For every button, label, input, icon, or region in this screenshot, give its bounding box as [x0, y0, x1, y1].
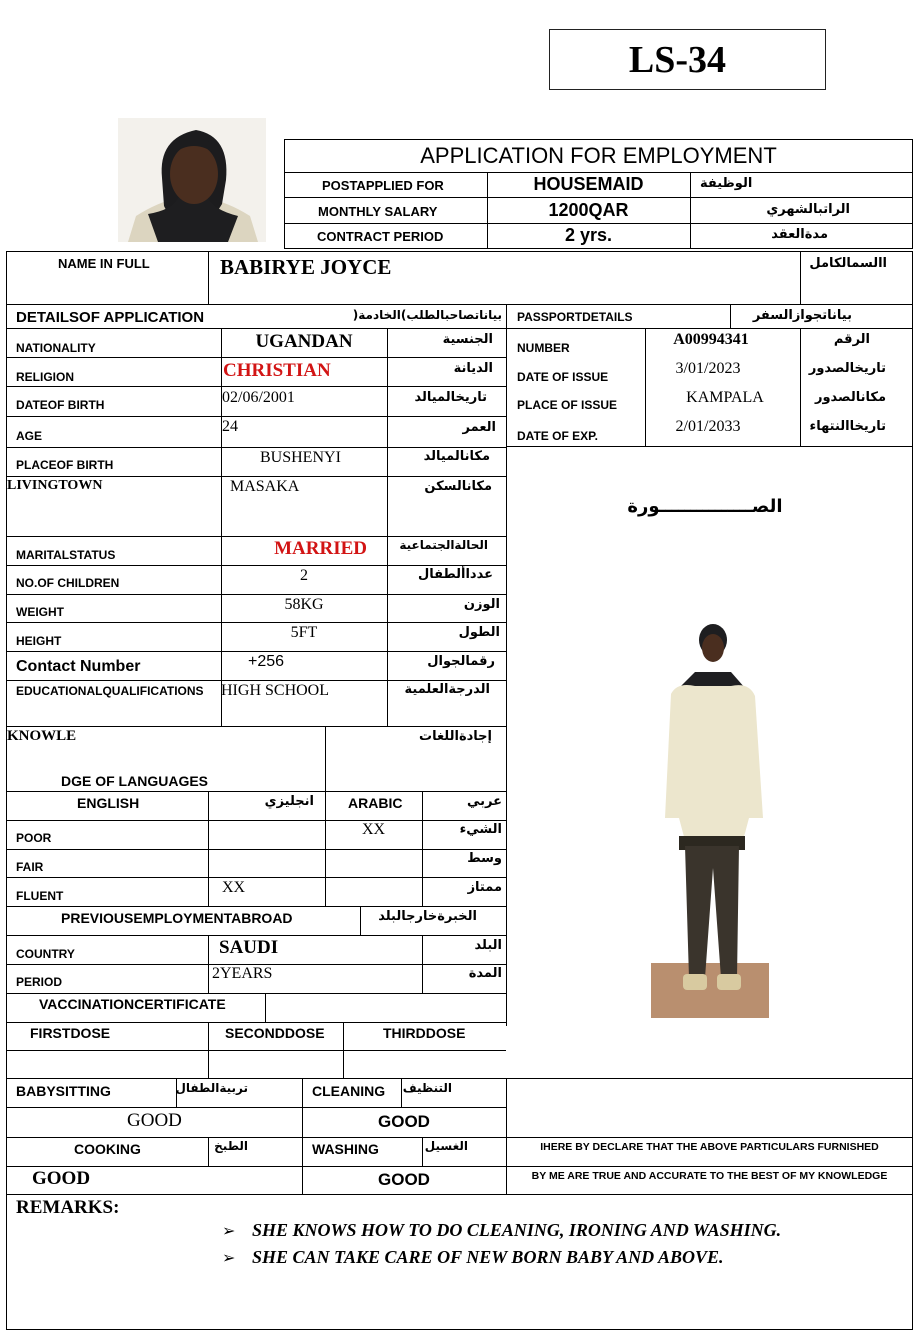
second-dose-label: SECONDDOSE: [225, 1025, 325, 1041]
fluent-english-mark: XX: [222, 879, 246, 896]
cleaning-arabic: التنظيف: [402, 1081, 452, 1095]
passport-number-label: NUMBER: [517, 341, 570, 355]
period-arabic: المدة: [468, 966, 502, 981]
nationality-arabic: الجنسية: [442, 332, 493, 347]
period-label: PERIOD: [16, 975, 63, 989]
expiry-value: 2/01/2033: [675, 418, 741, 435]
washing-arabic: الغسيل: [424, 1139, 468, 1153]
living-town-arabic: مكانالسكن: [424, 479, 492, 494]
country-value: SAUDI: [219, 937, 279, 958]
language-level-fluent: FLUENT: [16, 889, 64, 903]
arabic-header-arabic: عربي: [466, 794, 502, 809]
poor-arabic-mark: XX: [362, 821, 386, 838]
marital-status-value: MARRIED: [274, 538, 367, 559]
issue-place-label: PLACE OF ISSUE: [517, 398, 618, 412]
details-header-arabic: بياناتصاحبالطلب)الخادمة(: [352, 308, 502, 322]
poor-arabic-label: الشيء: [459, 822, 502, 837]
country-arabic: البلد: [474, 938, 502, 953]
living-town-label: LIVINGTOWN: [7, 478, 103, 493]
cooking-value: GOOD: [32, 1168, 91, 1189]
cleaning-label: CLEANING: [312, 1083, 386, 1099]
height-arabic: الطول: [458, 625, 500, 640]
monthly-salary-arabic: الراتبالشهري: [766, 202, 850, 217]
country-label: COUNTRY: [16, 947, 75, 961]
photo-caption: الصـــــــــــــــورة: [627, 496, 783, 517]
post-applied-arabic: الوظيفة: [700, 176, 753, 191]
name-value: BABIRYE JOYCE: [220, 255, 392, 279]
weight-label: WEIGHT: [16, 605, 64, 619]
pob-value: BUSHENYI: [260, 449, 341, 466]
religion-label: RELIGION: [16, 370, 75, 384]
vaccination-title: VACCINATIONCERTIFICATE: [39, 996, 226, 1012]
dob-arabic: تاريخالميالد: [414, 390, 487, 405]
applicant-full-photo: [651, 618, 769, 1018]
education-arabic: الدرجةالعلمية: [404, 682, 490, 697]
post-applied-value: HOUSEMAID: [533, 174, 644, 194]
reference-code: LS-34: [628, 39, 726, 81]
height-value: 5FT: [290, 624, 318, 641]
children-label: NO.OF CHILDREN: [16, 576, 120, 590]
language-level-poor: POOR: [16, 831, 52, 845]
marital-status-label: MARITALSTATUS: [16, 548, 116, 562]
education-label: EDUCATIONALQUALIFICATIONS: [16, 684, 204, 698]
cooking-arabic: الطبخ: [214, 1139, 248, 1153]
issue-date-arabic: تاريخالصدور: [808, 361, 886, 376]
dob-label: DATEOF BIRTH: [16, 398, 105, 412]
english-header: ENGLISH: [77, 795, 140, 811]
third-dose-label: THIRDDOSE: [383, 1025, 466, 1041]
languages-title-part1: KNOWLE: [7, 728, 77, 744]
english-header-arabic: انجليزي: [264, 794, 314, 809]
issue-place-arabic: مكانالصدور: [814, 390, 886, 405]
language-level-fair: FAIR: [16, 860, 44, 874]
expiry-label: DATE OF EXP.: [517, 429, 598, 443]
post-applied-label: POSTAPPLIED FOR: [322, 178, 444, 193]
name-arabic: االسمالكامل: [809, 256, 887, 271]
passport-header-arabic: بياناتجوازالسفر: [752, 308, 852, 323]
arabic-header: ARABIC: [348, 795, 403, 811]
nationality-value: UGANDAN: [255, 331, 353, 352]
contract-period-value: 2 yrs.: [564, 225, 613, 245]
passport-number-arabic: الرقم: [833, 332, 870, 347]
declaration-line2: BY ME ARE TRUE AND ACCURATE TO THE BEST OF MY KNOWLEDGE: [531, 1170, 888, 1182]
period-value: 2YEARS: [212, 965, 273, 982]
fluent-arabic-label: ممتاز: [467, 880, 502, 895]
remark-item-2: SHE CAN TAKE CARE OF NEW BORN BABY AND ABOVE.: [252, 1247, 724, 1267]
pob-label: PLACEOF BIRTH: [16, 458, 114, 472]
passport-number-value: A00994341: [673, 331, 749, 348]
remark-bullet-2: ➢: [222, 1250, 236, 1267]
nationality-label: NATIONALITY: [16, 341, 96, 355]
passport-header-label: PASSPORTDETAILS: [517, 310, 633, 324]
details-header-label: DETAILSOF APPLICATION: [16, 309, 205, 326]
height-label: HEIGHT: [16, 634, 62, 648]
issue-place-value: KAMPALA: [686, 389, 764, 406]
washing-value: GOOD: [378, 1170, 430, 1189]
living-town-value: MASAKA: [230, 478, 300, 495]
children-value: 2: [300, 567, 308, 584]
age-label: AGE: [16, 429, 43, 443]
weight-value: 58KG: [284, 596, 324, 613]
children-arabic: عدداألطفال: [417, 567, 493, 582]
languages-title-part2: DGE OF LANGUAGES: [61, 773, 209, 789]
age-arabic: العمر: [462, 420, 496, 435]
first-dose-label: FIRSTDOSE: [30, 1025, 111, 1041]
babysitting-label: BABYSITTING: [16, 1083, 111, 1099]
marital-status-arabic: الحالةالجتماعية: [399, 538, 488, 552]
fair-arabic-label: وسط: [467, 851, 502, 866]
remarks-title: REMARKS:: [16, 1197, 120, 1218]
remark-bullet-1: ➢: [222, 1223, 236, 1240]
contact-arabic: رقمالجوال: [427, 654, 495, 669]
cooking-label: COOKING: [74, 1141, 141, 1157]
contract-period-arabic: مدةالعقد: [771, 227, 828, 242]
form-title: APPLICATION FOR EMPLOYMENT: [420, 143, 777, 168]
pob-arabic: مكانالميالد: [423, 449, 490, 464]
applicant-portrait-small: [118, 118, 266, 242]
previous-employment-arabic: الخبرةخارجالبلد: [378, 909, 477, 924]
contact-value: +256: [248, 653, 285, 670]
languages-arabic: إجادةاللغات: [419, 729, 492, 744]
babysitting-arabic: تربيةالطفال: [175, 1081, 248, 1095]
name-label: NAME IN FULL: [58, 256, 150, 271]
weight-arabic: الوزن: [463, 597, 500, 612]
age-value: 24: [222, 418, 238, 435]
issue-date-value: 3/01/2023: [675, 360, 741, 377]
cleaning-value: GOOD: [378, 1112, 430, 1131]
monthly-salary-label: MONTHLY SALARY: [318, 204, 438, 219]
declaration-line1: IHERE BY DECLARE THAT THE ABOVE PARTICULARS FURNISHED: [540, 1141, 879, 1153]
dob-value: 02/06/2001: [222, 389, 295, 406]
contract-period-label: CONTRACT PERIOD: [317, 229, 444, 244]
contact-label: Contact Number: [16, 658, 141, 675]
issue-date-label: DATE OF ISSUE: [517, 370, 609, 384]
babysitting-value: GOOD: [127, 1110, 182, 1131]
education-value: HIGH SCHOOL: [221, 682, 329, 699]
religion-value: CHRISTIAN: [223, 360, 331, 381]
washing-label: WASHING: [312, 1141, 379, 1157]
religion-arabic: الديانة: [453, 361, 493, 376]
previous-employment-title: PREVIOUSEMPLOYMENTABROAD: [61, 910, 293, 926]
monthly-salary-value: 1200QAR: [548, 200, 629, 220]
expiry-arabic: تاريخاالنتهاء: [809, 419, 886, 434]
remark-item-1: SHE KNOWS HOW TO DO CLEANING, IRONING AND WASHING.: [252, 1220, 782, 1240]
